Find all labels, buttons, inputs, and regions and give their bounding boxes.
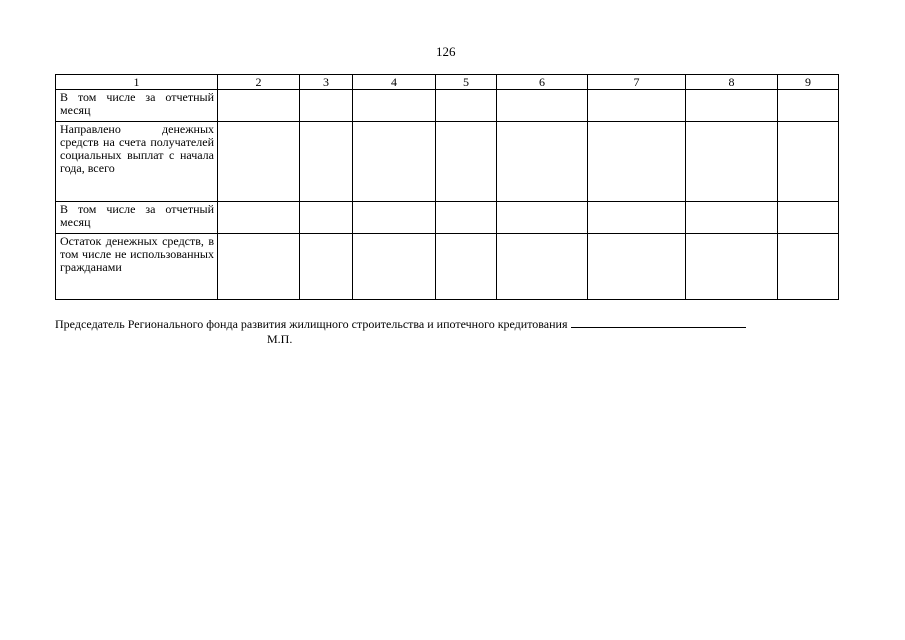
table-cell [218, 234, 300, 300]
table-cell [497, 90, 588, 122]
row-label: В том числе за отчетный месяц [56, 90, 218, 122]
table-cell [436, 90, 497, 122]
page-number: 126 [436, 44, 456, 59]
table-row [56, 234, 839, 300]
table-row [56, 122, 839, 202]
column-header-5: 5 [436, 75, 497, 90]
table-cell [778, 90, 839, 122]
table-cell [686, 202, 778, 234]
table-cell [588, 90, 686, 122]
signature-line [55, 316, 746, 332]
table-cell [353, 90, 436, 122]
table-row [56, 202, 839, 234]
seal-mark: М.П. [267, 332, 293, 346]
signature-blank-field [571, 316, 746, 328]
column-header-8: 8 [686, 75, 778, 90]
table-cell [778, 202, 839, 234]
column-header-6: 6 [497, 75, 588, 90]
table-cell [436, 234, 497, 300]
table-cell [218, 122, 300, 202]
table-cell [778, 234, 839, 300]
report-table [55, 74, 839, 300]
table-cell [353, 122, 436, 202]
column-header-7: 7 [588, 75, 686, 90]
table-cell [497, 234, 588, 300]
table-cell [778, 122, 839, 202]
table-cell [300, 122, 353, 202]
column-header-1: 1 [56, 75, 218, 90]
column-header-4: 4 [353, 75, 436, 90]
table-cell [218, 202, 300, 234]
row-label: Остаток денежных средств, в том числе не использованных гражданами [56, 234, 218, 300]
table-cell [588, 234, 686, 300]
table-cell [436, 202, 497, 234]
table-cell [686, 90, 778, 122]
column-header-3: 3 [300, 75, 353, 90]
column-header-9: 9 [778, 75, 839, 90]
table-row [56, 90, 839, 122]
table-cell [300, 90, 353, 122]
signature-title: Председатель Регионального фонда развития жилищного строительства и ипотечного кредитования [55, 317, 568, 331]
row-label: В том числе за отчетный месяц [56, 202, 218, 234]
table-cell [686, 234, 778, 300]
table-cell [353, 234, 436, 300]
table-cell [218, 90, 300, 122]
table-cell [497, 202, 588, 234]
column-header-2: 2 [218, 75, 300, 90]
table-cell [353, 202, 436, 234]
table-cell [686, 122, 778, 202]
table-cell [497, 122, 588, 202]
table-cell [300, 202, 353, 234]
table-header-row [56, 75, 839, 90]
table-cell [588, 122, 686, 202]
row-label: Направлено денежных средств на счета получателей социальных выплат с начала года, всего [56, 122, 218, 202]
table-cell [300, 234, 353, 300]
table-cell [436, 122, 497, 202]
table-cell [588, 202, 686, 234]
